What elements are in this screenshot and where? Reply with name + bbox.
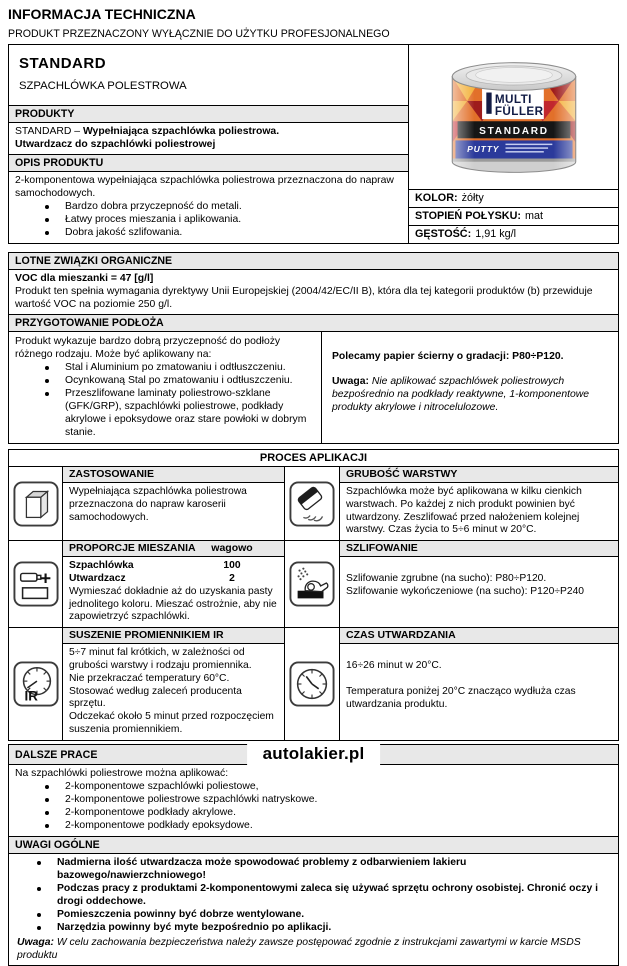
bullet-icon: [45, 824, 49, 828]
list-item-text: 2-komponentowe podkłady epoksydowe.: [65, 819, 253, 831]
bullet-icon: [45, 798, 49, 802]
process-section: [8, 449, 619, 741]
suszenie-line1: 5÷7 minut fal krótkich, w zależności od grubości warstwy i rodzaju promiennika.: [69, 647, 252, 671]
dalsze-prace-header-row: [9, 745, 618, 765]
podloze-header: PRZYGOTOWANIE PODŁOŻA: [9, 314, 618, 332]
spec-label: STOPIEŃ POŁYSKU:: [415, 210, 521, 222]
process-title: PROCES APLIKACJI: [259, 452, 368, 464]
produkty-header: PRODUKTY: [9, 105, 408, 123]
hand-sanding-icon: [289, 561, 335, 607]
list-item-text: Ocynkowaną Stal po zmatowaniu i odtłuszczeniu.: [65, 375, 293, 386]
bullet-icon: [45, 392, 49, 396]
list-item: [15, 856, 612, 882]
applicator-spreader-icon: [289, 481, 335, 527]
list-item: [15, 793, 612, 806]
bullet-icon: [37, 913, 41, 917]
ir-icon-cell: [9, 628, 63, 740]
bullet-icon: [45, 379, 49, 383]
list-item-text: Dobra jakość szlifowania.: [65, 227, 183, 238]
podloze-left: [9, 332, 321, 443]
szlifowanie-line2: Szlifowanie wykończeniowe (na sucho): P120÷P240: [346, 585, 585, 597]
list-item: [15, 213, 402, 226]
bullet-icon: [45, 218, 49, 222]
produkty-line2: Utwardzacz do szpachlówki poliestrowej: [15, 139, 216, 150]
voc-header: LOTNE ZWIĄZKI ORGANICZNE: [9, 253, 618, 270]
suszenie-body: [63, 644, 284, 740]
list-item-text: 2-komponentowe poliestrowe szpachlówki natryskowe.: [65, 793, 318, 805]
proporcje-header: PROPORCJE MIESZANIA: [69, 542, 196, 555]
list-item: [15, 806, 612, 819]
suszenie-cell: [63, 628, 285, 740]
czas-cell: [340, 628, 618, 740]
proporcje-header-row: [63, 541, 284, 557]
dalsze-prace-header: DALSZE PRACE: [15, 748, 98, 761]
process-row-3: [9, 627, 618, 740]
suszenie-line3: Stosować według zaleceń producenta sprzętu.: [69, 685, 242, 710]
list-item-text: Stal i Aluminium po zmatowaniu i odtłuszczeniu.: [65, 362, 286, 373]
spec-value: 1,91 kg/l: [475, 228, 517, 240]
product-title-block: [9, 45, 408, 105]
product-can-image: [428, 51, 600, 183]
proporcje-unit: wagowo: [211, 542, 253, 555]
szlifowanie-header: SZLIFOWANIE: [340, 541, 618, 557]
list-item-text: Narzędzia powinny być myte bezpośrednio po aplikacji.: [57, 921, 332, 933]
list-item-text: Łatwy proces mieszania i aplikowania.: [65, 214, 242, 225]
list-item-text: Podczas pracy z produktami 2-komponentowymi zaleca się używać sprzętu ochrony osobistej. Chronić oczy i drogi oddechowe.: [57, 882, 599, 907]
layer-icon-cell: [285, 467, 340, 540]
zastosowanie-text: Wypełniająca szpachlówka poliestrowa przeznaczona do napraw karoserii samochodowych.: [69, 486, 247, 523]
opis-header: OPIS PRODUKTU: [9, 154, 408, 172]
note-label: Uwaga:: [332, 376, 369, 387]
list-item-text: Pomieszczenia powinny być dobrze wentylowane.: [57, 908, 305, 920]
spec-label: GĘSTOŚĆ:: [415, 228, 472, 240]
product-section: [8, 44, 619, 244]
product-photo-cell: [409, 45, 618, 189]
szlifowanie-body: [340, 557, 618, 627]
list-item: [15, 226, 402, 239]
list-item-text: Przeszlifowane laminaty poliestrowo-szklane (GFK/GRP), szpachlówki poliestrowe, podkłady akrylowe i epoksydowe oraz stare powłoki w dobrym stanie.: [65, 388, 307, 438]
suszenie-line4: Odczekać około 5 minut przed rozpoczęciem suszenia promiennikiem.: [69, 711, 274, 735]
product-section-right: [408, 45, 618, 243]
mix-row: [69, 560, 278, 573]
podloze-intro: Produkt wykazuje bardzo dobrą przyczepność do podłoży różnego rodzaju. Może być aplikowany na:: [15, 336, 281, 360]
voc-section: [8, 252, 619, 444]
szlifowanie-line1: Szlifowanie zgrubne (na sucho): P80÷P120.: [346, 573, 547, 585]
application-icon-cell: [9, 467, 63, 540]
list-item: [15, 374, 315, 387]
process-row-1: [9, 466, 618, 540]
list-item: [15, 200, 402, 213]
voc-line1: VOC dla mieszanki = 47 [g/l]: [15, 273, 154, 284]
list-item-text: Nadmierna ilość utwardzacza może spowodować problemy z odbarwieniem lakieru bazowego/nawierzchniowego!: [57, 856, 467, 881]
list-item: [15, 921, 612, 934]
bullet-icon: [45, 785, 49, 789]
product-name: STANDARD: [19, 55, 107, 72]
dalsze-prace-section: [8, 744, 619, 837]
produkty-body: [9, 123, 408, 154]
mix-value: 2: [229, 572, 235, 584]
mix-component: Szpachlówka: [69, 560, 134, 572]
product-type: SZPACHLÓWKA POLESTROWA: [19, 80, 187, 92]
szlifowanie-cell: [340, 541, 618, 627]
process-row-2: [9, 540, 618, 627]
clock-icon-cell: [285, 628, 340, 740]
spec-value: żółty: [461, 192, 484, 204]
czas-body: [340, 644, 618, 740]
uwagi-body: [9, 854, 618, 965]
czas-line2: Temperatura poniżej 20°C znacząco wydłuża czas utwardzania produktu.: [346, 685, 576, 710]
voc-line2: Produkt ten spełnia wymagania dyrektywy Unii Europejskiej (2004/42/EC/II B), która dla tej kategorii produktów (b) przewiduje wartość VOC na poziomie 250 g/l.: [15, 286, 593, 310]
ir-dryer-icon: [13, 661, 59, 707]
mix-component: Utwardzacz: [69, 572, 126, 584]
note-text: W celu zachowania bezpieczeństwa należy zawsze postępować zgodnie z instrukcjami zawartymi w karcie MSDS produktu: [17, 936, 581, 961]
list-item: [15, 361, 315, 374]
ir-icon-label: IR: [24, 688, 38, 704]
bullet-icon: [45, 366, 49, 370]
watermark-text: autolakier.pl: [247, 743, 381, 765]
zastosowanie-cell: [63, 467, 285, 540]
podloze-recommendation: Polecamy papier ścierny o gradacji: P80÷P120.: [332, 351, 564, 362]
product-section-left: [9, 45, 408, 243]
spec-row: [409, 189, 618, 207]
zastosowanie-header: ZASTOSOWANIE: [63, 467, 284, 483]
bullet-icon: [37, 887, 41, 891]
note-text: Nie aplikować szpachlówek poliestrowych bezpośrednio na podkłady reaktywne, 1-komponentowe produkty akrylowe i nitrocelulozowe.: [332, 376, 590, 413]
czas-line1: 16÷26 minut w 20°C.: [346, 660, 442, 672]
clock-icon: [289, 661, 335, 707]
uwagi-header: UWAGI OGÓLNE: [9, 837, 618, 854]
spec-label: KOLOR:: [415, 192, 458, 204]
document-title: INFORMACJA TECHNICZNA: [8, 6, 196, 22]
filler-block-icon: [13, 481, 59, 527]
produkty-line1-prefix: STANDARD –: [15, 126, 83, 137]
suszenie-line2: Nie przekraczać temperatury 60°C.: [69, 672, 230, 684]
grubosc-cell: [340, 467, 618, 540]
sanding-icon-cell: [285, 541, 340, 627]
grubosc-text: Szpachlówka może być aplikowana w kilku cienkich warstwach. Po każdej z nich produkt powinien być utwardzony. Zeszlifować przed nałożeniem kolejnej warstwy. Czas życia to 5÷6 minut w 20°C.: [346, 486, 582, 536]
list-item: [15, 387, 315, 439]
dalsze-intro: Na szpachlówki poliestrowe można aplikować:: [15, 767, 229, 779]
produkty-line1-bold: Wypełniająca szpachlówka poliestrowa.: [82, 126, 280, 137]
mix-value: 100: [223, 560, 241, 572]
dalsze-prace-body: [9, 765, 618, 836]
list-item: [15, 819, 612, 832]
list-item-text: 2-komponentowe szpachlówki poliestowe,: [65, 780, 259, 792]
mix-row: [69, 573, 278, 586]
proporcje-cell: [63, 541, 285, 627]
uwagi-footer: [15, 936, 612, 962]
czas-header: CZAS UTWARDZANIA: [340, 628, 618, 644]
bullet-icon: [37, 861, 41, 865]
spec-row: [409, 207, 618, 225]
mixing-ratio-icon: [13, 561, 59, 607]
list-item-text: Bardzo dobra przyczepność do metali.: [65, 201, 242, 212]
proporcje-note: Wymieszać dokładnie aż do uzyskania pasty jednolitego koloru. Mieszać ostrożnie, aby nie zapowietrzyć szpachlówki.: [69, 585, 277, 623]
bullet-icon: [45, 811, 49, 815]
list-item: [15, 780, 612, 793]
opis-body: [9, 172, 408, 243]
list-item-text: 2-komponentowe podkłady akrylowe.: [65, 806, 236, 818]
proporcje-body: [63, 557, 284, 627]
spec-row: [409, 225, 618, 243]
podloze-body: [9, 332, 618, 443]
bullet-icon: [45, 231, 49, 235]
opis-intro: 2-komponentowa wypełniająca szpachlówka poliestrowa przeznaczona do napraw samochodowych.: [15, 175, 394, 199]
spec-value: mat: [525, 210, 543, 222]
podloze-right: [321, 332, 618, 443]
suszenie-header: SUSZENIE PROMIENNIKIEM IR: [63, 628, 284, 644]
grubosc-header: GRUBOŚĆ WARSTWY: [340, 467, 618, 483]
note-label: Uwaga:: [17, 936, 54, 948]
mixing-icon-cell: [9, 541, 63, 627]
uwagi-ogolne-section: [8, 836, 619, 966]
list-item: [15, 882, 612, 908]
produkty-line1: [15, 125, 402, 138]
list-item: [15, 908, 612, 921]
document-header: [0, 0, 627, 44]
bullet-icon: [37, 926, 41, 930]
bullet-icon: [45, 205, 49, 209]
voc-body: [9, 270, 618, 314]
podloze-note: [332, 375, 608, 414]
document-subtitle: PRODUKT PRZEZNACZONY WYŁĄCZNIE DO UŻYTKU PROFESJONALNEGO: [8, 28, 390, 40]
